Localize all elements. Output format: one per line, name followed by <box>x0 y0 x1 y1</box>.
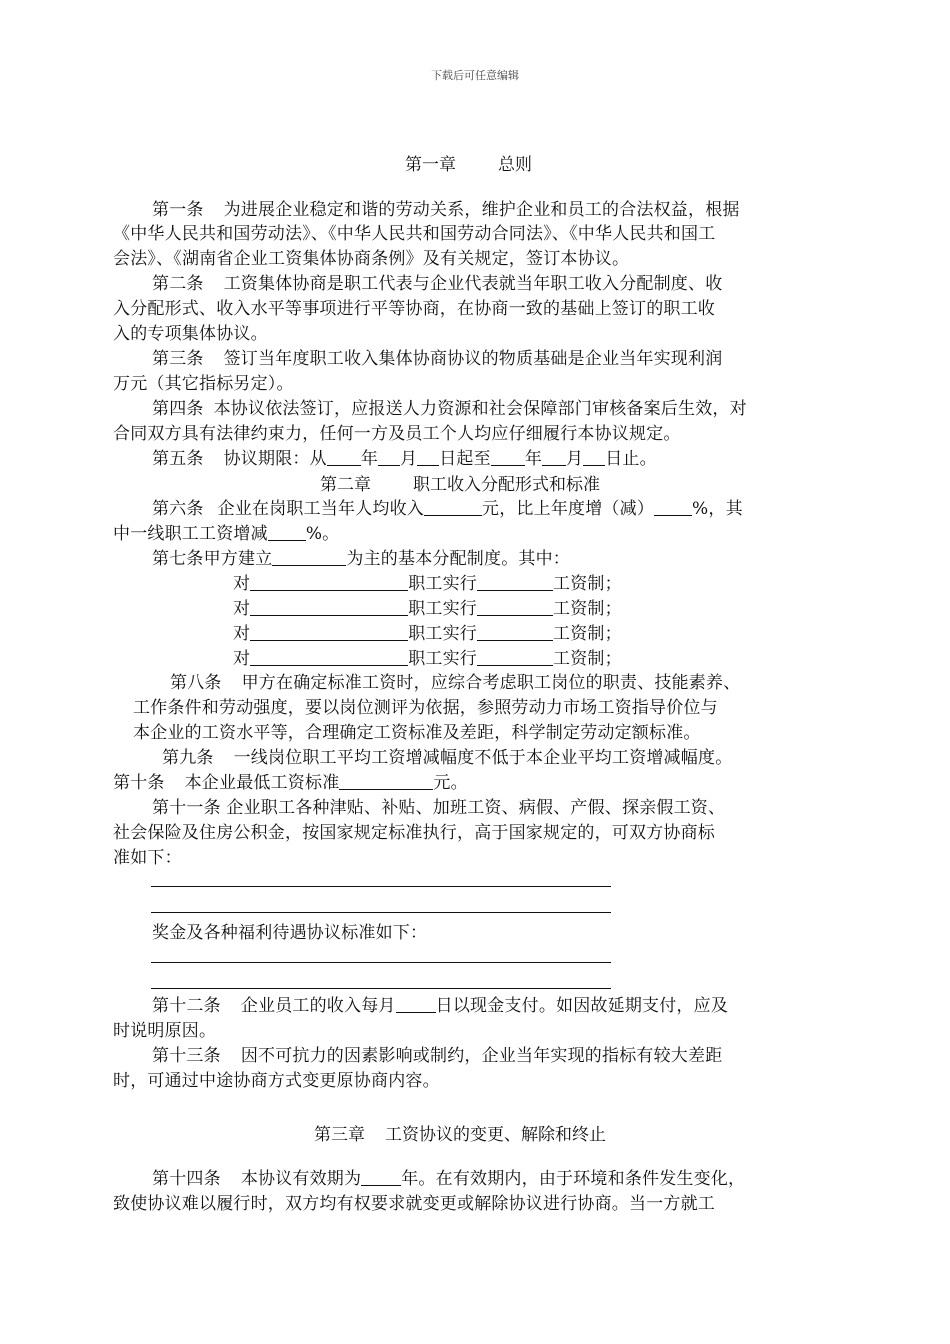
fill-in-line[interactable] <box>151 912 611 913</box>
article-14-label: 第十四条 <box>152 1169 221 1189</box>
article-6-text: %。 <box>305 524 340 544</box>
article-7-row-text: 职工实行 <box>408 624 478 644</box>
article-9-line <box>162 745 732 771</box>
article-9-text: 一线岗位职工平均工资增减幅度不低于本企业平均工资增减幅度。 <box>233 748 733 768</box>
chapter-3-label: 第三章 <box>314 1125 365 1145</box>
article-14-line-2: 致使协议难以履行时，双方均有权要求就变更或解除协议进行协商。当一方就工 <box>113 1194 715 1214</box>
blank-field[interactable] <box>250 648 408 666</box>
article-4-line-2: 合同双方具有法律约束力，任何一方及员工个人均应仔细履行本协议规定。 <box>113 424 681 444</box>
article-6-label: 第六条 <box>152 499 204 519</box>
article-1-label: 第一条 <box>152 200 204 220</box>
article-7-row-text: 职工实行 <box>408 599 478 619</box>
article-2-line-3: 入的专项集体协议。 <box>113 324 268 344</box>
article-1-text: 为进展企业稳定和谐的劳动关系，维护企业和员工的合法权益，根据 <box>223 200 740 220</box>
article-13-line-2: 时，可通过中途协商方式变更原协商内容。 <box>113 1071 440 1091</box>
chapter-2-title: 职工收入分配形式和标准 <box>413 475 600 495</box>
article-7-row-4 <box>233 646 622 672</box>
article-7-row-text: 职工实行 <box>408 574 478 594</box>
article-6-line-2 <box>113 521 339 547</box>
article-7-row-text: 工资制； <box>553 599 622 619</box>
blank-field[interactable] <box>424 498 482 516</box>
month-text: 月 <box>400 449 418 469</box>
article-6-text: 元，比上年度增（减） <box>482 499 655 519</box>
article-7-row-text: 工资制； <box>553 624 622 644</box>
blank-field[interactable] <box>654 498 692 516</box>
article-4-label: 第四条 <box>152 399 204 419</box>
article-12-text: 日以现金支付。如因故延期支付，应及 <box>435 996 729 1016</box>
chapter-2-label: 第二章 <box>320 475 371 495</box>
month-text: 月 <box>566 449 584 469</box>
article-6-text: 企业在岗职工当年人均收入 <box>217 499 425 519</box>
chapter-1-heading <box>405 150 532 175</box>
year-text: 年 <box>524 449 543 469</box>
bonus-heading: 奖金及各种福利待遇协议标准如下： <box>152 923 428 943</box>
article-12-line-2: 时说明原因。 <box>113 1021 217 1041</box>
blank-field[interactable] <box>477 598 553 616</box>
blank-field[interactable] <box>327 448 361 466</box>
article-7-row-3 <box>233 621 622 647</box>
article-2-label: 第二条 <box>152 274 204 294</box>
blank-field[interactable] <box>378 448 400 466</box>
article-7-row-text: 职工实行 <box>408 649 478 669</box>
blank-field[interactable] <box>272 548 346 566</box>
article-3-line-1 <box>152 346 722 372</box>
article-10-line <box>113 770 468 796</box>
article-6-text: %，其 <box>692 499 743 519</box>
article-7-row-1 <box>233 571 622 597</box>
chapter-1-label: 第一章 <box>405 155 456 175</box>
blank-field[interactable] <box>542 448 566 466</box>
chapter-3-title: 工资协议的变更、解除和终止 <box>385 1125 606 1145</box>
year-text: 年 <box>360 449 379 469</box>
article-10-label: 第十条 <box>113 773 165 793</box>
blank-field[interactable] <box>477 623 553 641</box>
article-4-line-1 <box>152 396 747 422</box>
article-8-line-3: 本企业的工资水平等，合理确定工资标准及差距，科学制定劳动定额标准。 <box>133 723 701 743</box>
article-11-line-1: 第十一条 企业职工各种津贴、补贴、加班工资、病假、产假、探亲假工资、 <box>152 798 726 818</box>
header-note: 下载后可任意编辑 <box>431 69 519 82</box>
article-4-text: 本协议依法签订，应报送人力资源和社会保障部门审核备案后生效，对 <box>213 399 747 419</box>
fill-in-line[interactable] <box>151 988 611 989</box>
blank-field[interactable] <box>396 995 436 1013</box>
article-14-text: 年。在有效期内，由于环境和条件发生变化， <box>401 1169 746 1189</box>
article-2-text: 工资集体协商是职工代表与企业代表就当年职工收入分配制度、收 <box>223 274 723 294</box>
article-5-label: 第五条 <box>152 449 204 469</box>
blank-field[interactable] <box>250 623 408 641</box>
blank-field[interactable] <box>361 1168 401 1186</box>
article-7-row-2 <box>233 596 622 622</box>
article-7-row-text: 工资制； <box>553 649 622 669</box>
chapter-1-title: 总则 <box>498 155 532 175</box>
article-8-line-2: 工作条件和劳动强度，要以岗位测评为依据，参照劳动力市场工资指导价位与 <box>133 698 718 718</box>
article-9-label: 第九条 <box>162 748 214 768</box>
article-3-label: 第三条 <box>152 349 204 369</box>
article-2-line-2: 入分配形式、收入水平等事项进行平等协商，在协商一致的基础上签订的职工收 <box>113 299 715 319</box>
article-5-text: 协议期限：从 <box>223 449 327 469</box>
article-7-row-text: 对 <box>233 624 251 644</box>
blank-field[interactable] <box>491 448 525 466</box>
article-1-line-2: 《中华人民共和国劳动法》、《中华人民共和国劳动合同法》、《中华人民共和国工 <box>113 224 716 244</box>
blank-field[interactable] <box>477 648 553 666</box>
article-11-line-3: 准如下： <box>113 848 182 868</box>
fill-in-line[interactable] <box>151 962 611 963</box>
fill-in-line[interactable] <box>151 886 611 887</box>
article-2-line-1 <box>152 271 722 297</box>
day-text: 日止。 <box>605 449 657 469</box>
article-7-row-text: 对 <box>233 599 251 619</box>
article-13-text: 因不可抗力的因素影响或制约，企业当年实现的指标有较大差距 <box>240 1046 723 1066</box>
article-7-row-text: 对 <box>233 649 251 669</box>
article-11-line-2: 社会保险及住房公积金，按国家规定标准执行，高于国家规定的，可双方协商标 <box>113 823 715 843</box>
article-13-label: 第十三条 <box>152 1046 221 1066</box>
blank-field[interactable] <box>477 573 553 591</box>
article-13-line-1 <box>152 1043 722 1069</box>
article-12-text: 企业员工的收入每月 <box>240 996 396 1016</box>
article-12-line-1 <box>152 993 728 1019</box>
article-8-label: 第八条 <box>170 673 222 693</box>
article-5-line <box>152 446 657 472</box>
article-10-text: 元。 <box>433 773 468 793</box>
chapter-3-heading <box>314 1120 606 1145</box>
article-1-line-3: 会法》、《湖南省企业工资集体协商条例》及有关规定，签订本协议。 <box>113 249 630 269</box>
article-12-label: 第十二条 <box>152 996 221 1016</box>
article-7-text: 为主的基本分配制度。其中： <box>346 549 571 569</box>
blank-field[interactable] <box>339 772 433 790</box>
blank-field[interactable] <box>250 573 408 591</box>
article-14-line-1 <box>152 1166 745 1192</box>
blank-field[interactable] <box>583 448 605 466</box>
blank-field[interactable] <box>268 523 306 541</box>
chapter-2-heading <box>320 470 600 495</box>
article-14-text: 本协议有效期为 <box>240 1169 362 1189</box>
article-7-row-text: 对 <box>233 574 251 594</box>
day-text: 日起至 <box>439 449 491 469</box>
article-8-text: 甲方在确定标准工资时，应综合考虑职工岗位的职责、技能素养、 <box>241 673 741 693</box>
article-7-line-1 <box>152 546 570 572</box>
blank-field[interactable] <box>250 598 408 616</box>
article-7-text: 第七条甲方建立 <box>152 549 273 569</box>
article-3-text: 签订当年度职工收入集体协商协议的物质基础是企业当年实现利润 <box>223 349 723 369</box>
article-10-text: 本企业最低工资标准 <box>184 773 340 793</box>
article-6-line-1 <box>152 496 743 522</box>
article-3-line-2: 万元（其它指标另定）。 <box>113 374 294 394</box>
article-1-line-1 <box>152 197 740 223</box>
article-6-text: 中一线职工工资增减 <box>113 524 268 544</box>
article-7-row-text: 工资制； <box>553 574 622 594</box>
article-8-line-1 <box>170 670 740 696</box>
blank-field[interactable] <box>417 448 439 466</box>
